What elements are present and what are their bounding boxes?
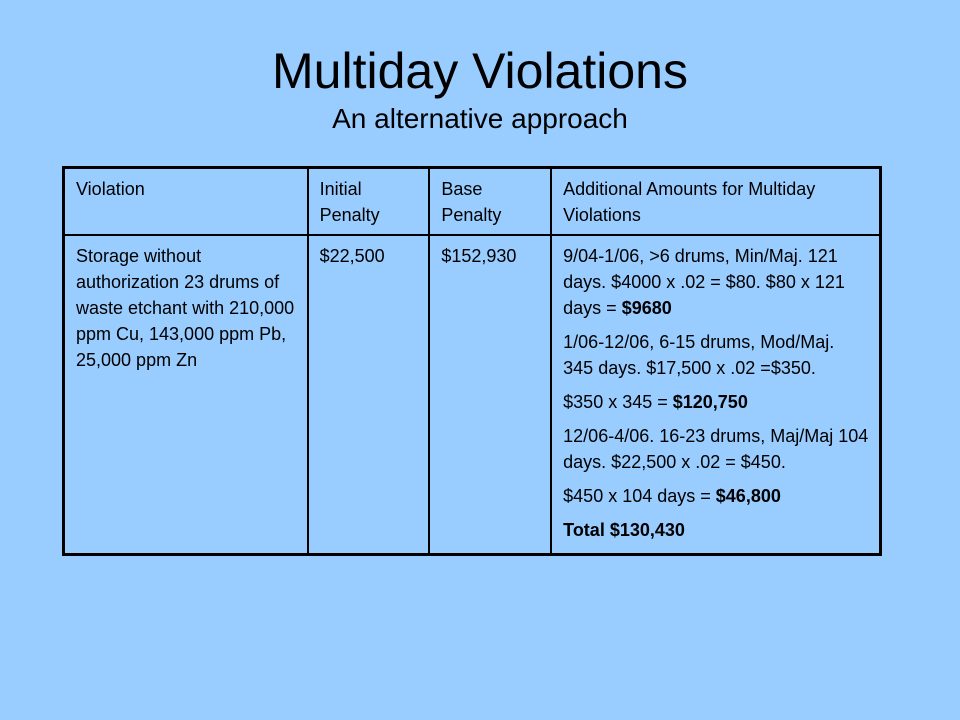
cell-additional-amounts (551, 235, 880, 555)
table-header-row (64, 168, 881, 236)
total-amount: Total $130,430 (563, 520, 685, 540)
period-3-calc-text: $450 x 104 days = (563, 486, 716, 506)
violations-table (62, 166, 882, 556)
cell-base-penalty: $152,930 (429, 235, 551, 555)
slide-title-block (0, 42, 960, 136)
additional-period-3 (563, 423, 869, 475)
period-1-amount: $9680 (621, 298, 672, 318)
cell-initial-penalty: $22,500 (308, 235, 430, 555)
slide-subtitle: An alternative approach (332, 103, 628, 134)
cell-violation: Storage without authorization 23 drums of waste etchant with 210,000 ppm Cu, 143,000 ppm Pb, 25,000 ppm Zn (64, 235, 308, 555)
period-3-text: 12/06-4/06. 16-23 drums, Maj/Maj 104 days. $22,500 x .02 = $450. (563, 426, 869, 472)
period-3-amount: $46,800 (715, 486, 781, 506)
additional-period-2 (563, 329, 869, 381)
slide-title: Multiday Violations (272, 43, 688, 99)
additional-period-2-calc (563, 389, 869, 415)
header-base-penalty: Base Penalty (429, 168, 551, 236)
header-violation: Violation (64, 168, 308, 236)
period-1-text: 9/04-1/06, >6 drums, Min/Maj. 121 days. $4000 x .02 = $80. $80 x 121 days = (563, 246, 845, 318)
header-additional-amounts: Additional Amounts for Multiday Violations (551, 168, 880, 236)
header-initial-penalty: Initial Penalty (308, 168, 430, 236)
period-2-calc-text: $350 x 345 = (563, 392, 673, 412)
period-2-text: 1/06-12/06, 6-15 drums, Mod/Maj. 345 days. $17,500 x .02 =$350. (563, 332, 835, 378)
additional-period-1 (563, 243, 869, 321)
period-2-amount: $120,750 (672, 392, 748, 412)
table-row (64, 235, 881, 555)
additional-total (563, 517, 869, 543)
additional-period-3-calc (563, 483, 869, 509)
